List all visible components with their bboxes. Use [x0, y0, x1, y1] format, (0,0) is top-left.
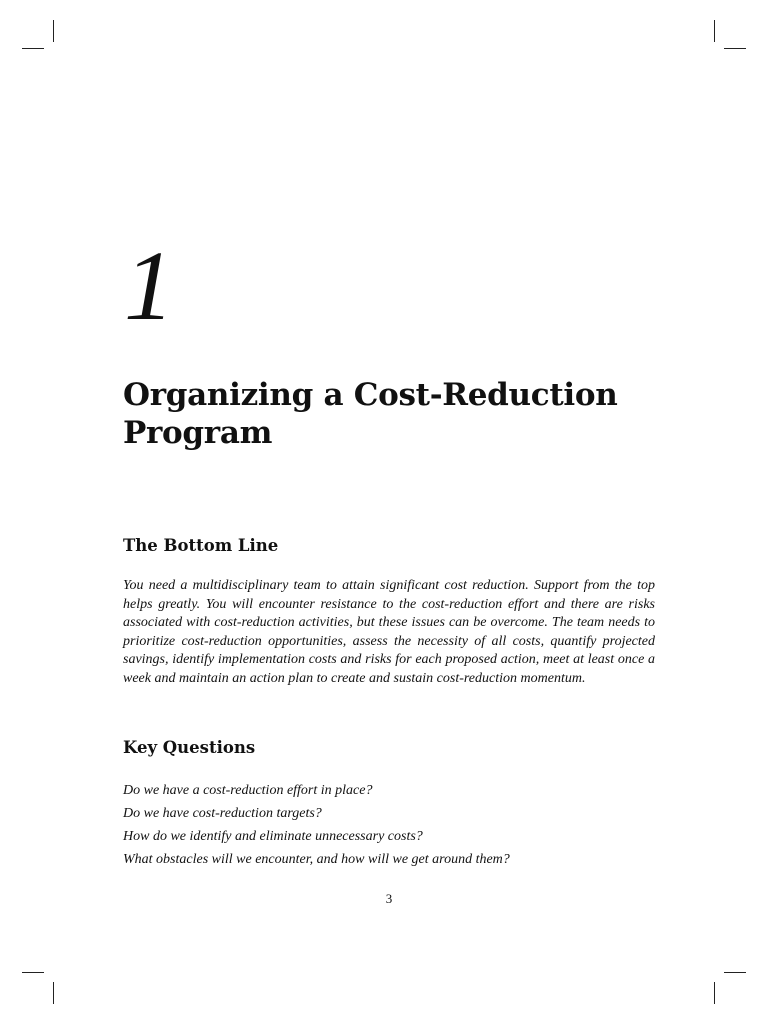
crop-mark-top-left-horizontal [22, 48, 44, 49]
bottom-line-body: You need a multidisciplinary team to attain significant cost reduction. Support from the top helps greatly. You will encounter resistance to the cost-reduction effort and there are risks associated with cost-reduction activities, but these issues can be overcome. The team needs to prioritize cost-reduction opportunities, assess the necessity of all costs, quantify projected savings, identify implementation costs and risks for each proposed action, meet at least once a week and maintain an action plan to create and sustain cost-reduction momentum. [123, 578, 655, 686]
question-item: How do we identify and eliminate unnecessary costs? [123, 829, 423, 844]
chapter-number: 1 [124, 230, 172, 341]
crop-mark-top-right-horizontal [724, 48, 746, 49]
question-item: What obstacles will we encounter, and how will we get around them? [123, 852, 510, 867]
question-item: Do we have a cost-reduction effort in place? [123, 783, 373, 798]
crop-mark-bottom-left-horizontal [22, 972, 44, 973]
chapter-title: Organizing a Cost-Reduction Program [123, 377, 618, 451]
crop-mark-bottom-right-vertical [714, 982, 715, 1004]
crop-mark-top-left-vertical [53, 20, 54, 42]
crop-mark-bottom-left-vertical [53, 982, 54, 1004]
page-number: 3 [385, 891, 393, 906]
key-questions-heading: Key Questions [123, 738, 256, 757]
bottom-line-heading: The Bottom Line [123, 536, 279, 555]
crop-mark-bottom-right-horizontal [724, 972, 746, 973]
question-item: Do we have cost-reduction targets? [123, 806, 322, 821]
key-questions-list [123, 779, 663, 871]
crop-mark-top-right-vertical [714, 20, 715, 42]
